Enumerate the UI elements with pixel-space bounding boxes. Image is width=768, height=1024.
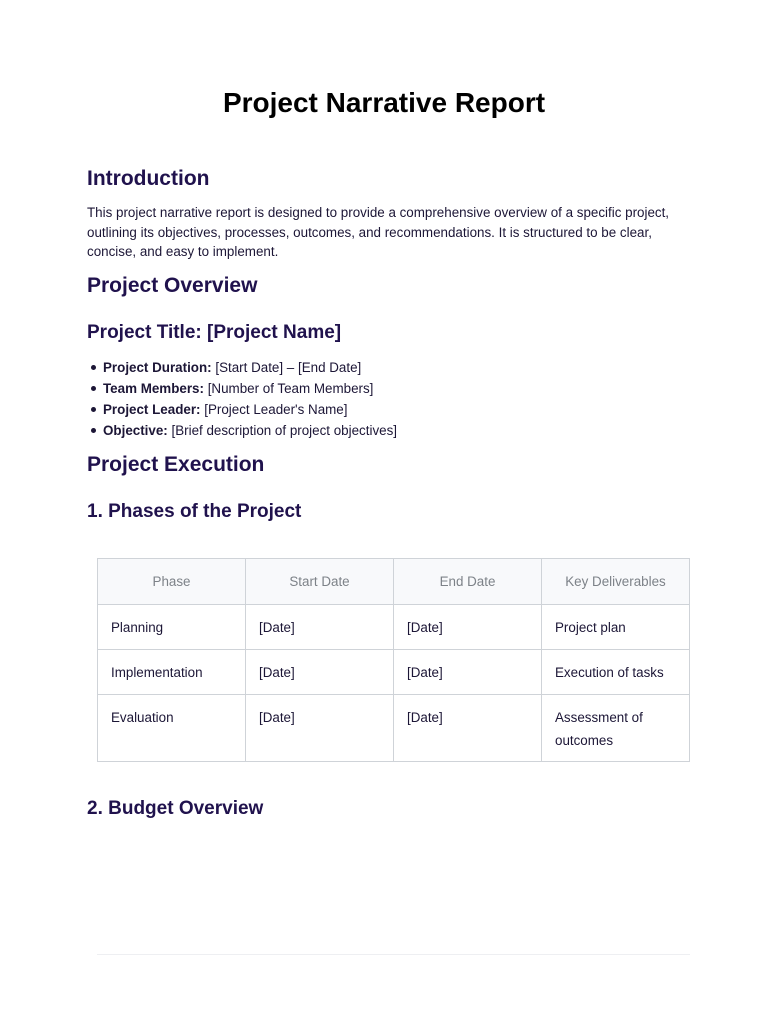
- column-header: Key Deliverables: [542, 559, 690, 605]
- detail-value: [Number of Team Members]: [207, 381, 374, 396]
- detail-label: Project Duration:: [103, 360, 212, 375]
- table-row: [98, 650, 690, 695]
- table-cell: Execution of tasks: [542, 650, 690, 695]
- bullet-icon: [91, 407, 96, 412]
- project-details-list: [87, 357, 397, 441]
- list-item: [87, 399, 397, 420]
- table-cell: [Date]: [246, 695, 394, 762]
- detail-label: Project Leader:: [103, 402, 201, 417]
- table-cell: [Date]: [394, 605, 542, 650]
- table-cell: [Date]: [246, 650, 394, 695]
- list-item: [87, 420, 397, 441]
- table-cell: Planning: [98, 605, 246, 650]
- detail-value: [Start Date] – [End Date]: [215, 360, 362, 375]
- document-title: Project Narrative Report: [222, 87, 546, 118]
- detail-label: Team Members:: [103, 381, 204, 396]
- column-header: Phase: [98, 559, 246, 605]
- list-item: [87, 378, 397, 399]
- budget-overview-heading: 2. Budget Overview: [87, 798, 264, 819]
- bullet-icon: [91, 386, 96, 391]
- list-item: [87, 357, 397, 378]
- detail-value: [Brief description of project objectives]: [171, 423, 398, 438]
- table-row: [98, 605, 690, 650]
- table-cell: [Date]: [394, 695, 542, 762]
- page-divider: [97, 954, 690, 955]
- introduction-text: This project narrative report is designed to provide a comprehensive overview of a specific project, outlining its objectives, processes, outcomes, and recommendations. It is structured to be clear, concise, and easy to implement.: [87, 205, 670, 259]
- table-cell: Implementation: [98, 650, 246, 695]
- table-cell: [Date]: [246, 605, 394, 650]
- table-row: [98, 695, 690, 762]
- column-header: End Date: [394, 559, 542, 605]
- column-header: Start Date: [246, 559, 394, 605]
- table-cell: Evaluation: [98, 695, 246, 762]
- introduction-heading: Introduction: [87, 167, 210, 190]
- project-title-heading: Project Title: [Project Name]: [87, 322, 342, 343]
- table-cell: Project plan: [542, 605, 690, 650]
- detail-label: Objective:: [103, 423, 168, 438]
- bullet-icon: [91, 428, 96, 433]
- phases-table: [97, 558, 690, 762]
- table-header-row: [98, 559, 690, 605]
- phases-heading: 1. Phases of the Project: [87, 501, 302, 522]
- table-cell: [Date]: [394, 650, 542, 695]
- detail-value: [Project Leader's Name]: [204, 402, 348, 417]
- project-execution-heading: Project Execution: [87, 453, 265, 476]
- project-overview-heading: Project Overview: [87, 274, 258, 297]
- table-cell: Assessment of outcomes: [542, 695, 690, 762]
- bullet-icon: [91, 365, 96, 370]
